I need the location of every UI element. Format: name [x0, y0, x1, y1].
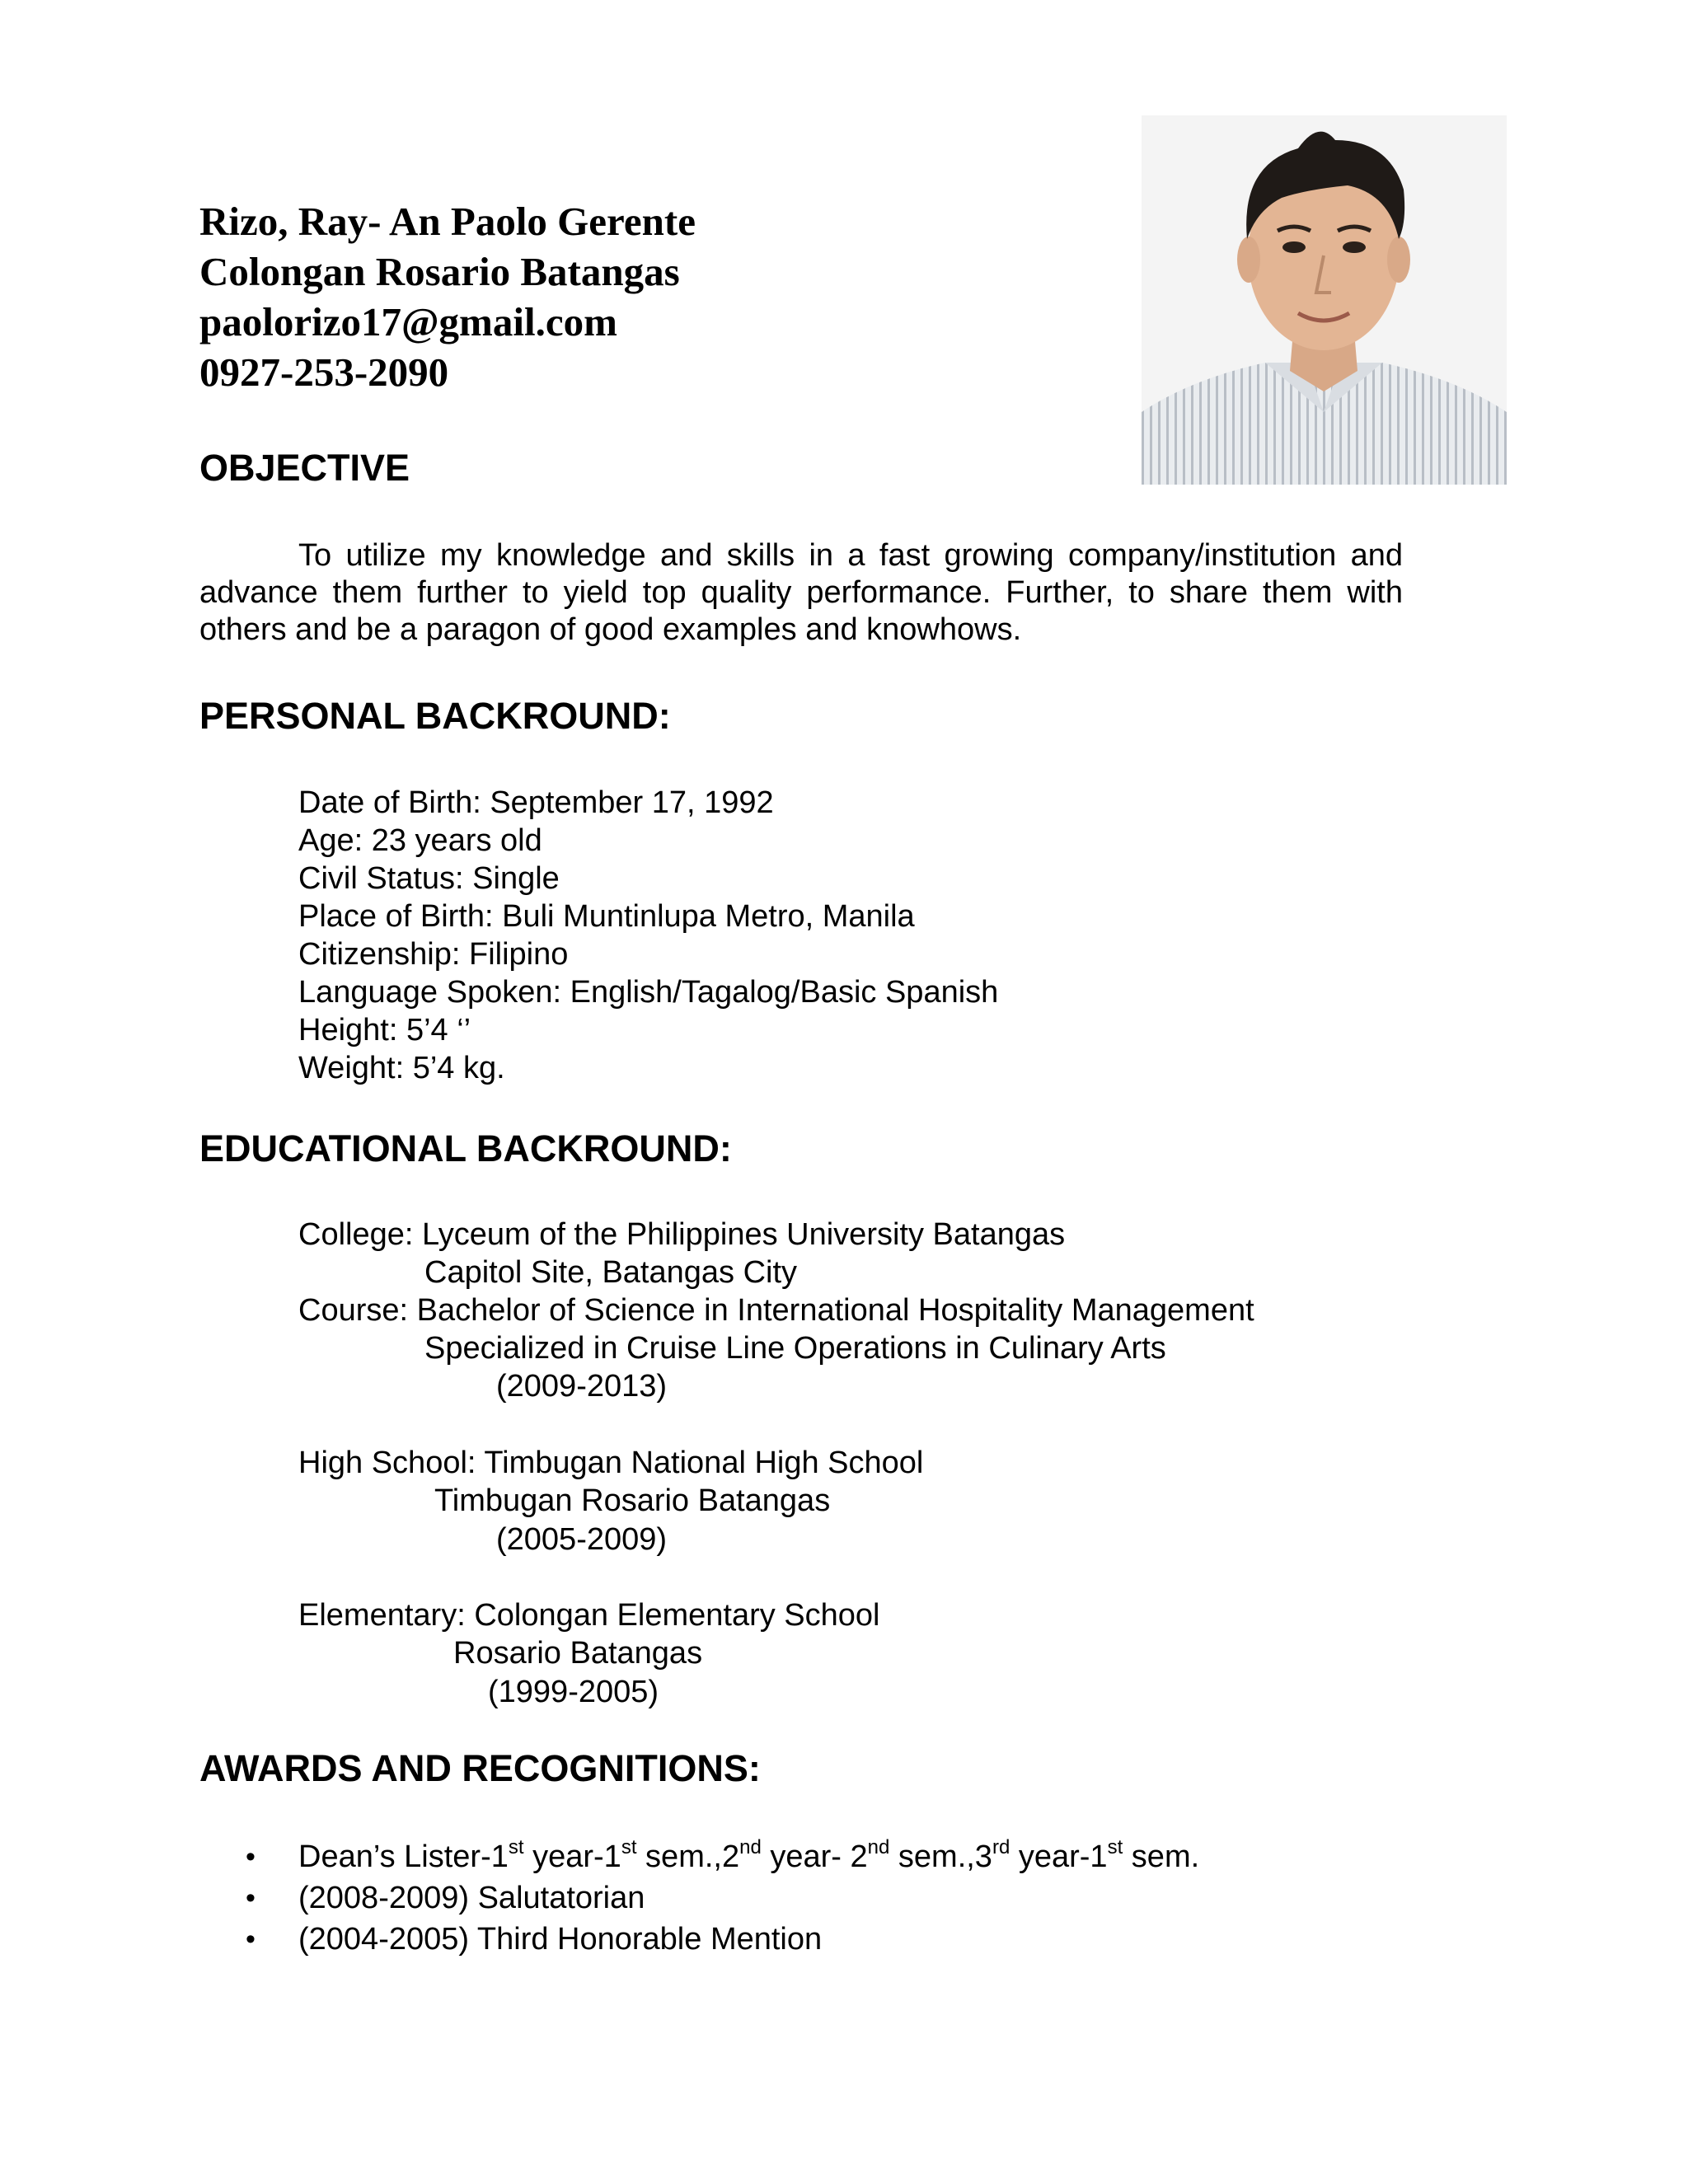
citizenship: Citizenship: Filipino [298, 937, 569, 972]
course-line [298, 1291, 1254, 1329]
high-school-address: Timbugan Rosario Batangas [434, 1483, 831, 1518]
course-label: Course: [298, 1293, 409, 1328]
place-of-birth: Place of Birth: Buli Muntinlupa Metro, Manila [298, 899, 915, 934]
award-item [239, 1919, 1199, 1960]
ordinal-suffix: st [621, 1836, 637, 1859]
height: Height: 5’4 ‘’ [298, 1013, 471, 1047]
email: paolorizo17@gmail.com [199, 299, 617, 344]
high-school-years: (2005-2009) [496, 1522, 668, 1557]
age: Age: 23 years old [298, 823, 542, 858]
objective-heading: OBJECTIVE [199, 447, 410, 489]
award-text: (2004-2005) Third Honorable Mention [298, 1922, 823, 1957]
award-text-part: year-1 [523, 1840, 621, 1874]
personal-details-list [298, 784, 998, 1087]
elementary-line [298, 1596, 880, 1634]
phone-number: 0927-253-2090 [199, 349, 449, 395]
award-text-part: sem. [1123, 1840, 1200, 1874]
full-name: Rizo, Ray- An Paolo Gerente [199, 199, 696, 244]
contact-header [199, 196, 696, 397]
awards-list [239, 1836, 1199, 1960]
educational-background-heading: EDUCATIONAL BACKROUND: [199, 1127, 732, 1169]
weight: Weight: 5’4 kg. [298, 1051, 505, 1085]
course-specialization: Specialized in Cruise Line Operations in Culinary Arts [424, 1331, 1166, 1366]
ordinal-suffix: rd [992, 1836, 1010, 1859]
ordinal-suffix: nd [867, 1836, 890, 1859]
award-text-part: Dean’s Lister-1 [298, 1840, 509, 1874]
high-school-name: Timbugan National High School [484, 1446, 924, 1480]
award-item [239, 1836, 1199, 1877]
date-of-birth: Date of Birth: September 17, 1992 [298, 785, 774, 820]
objective-text: To utilize my knowledge and skills in a fast growing company/institution and advance them further to yield top quality performance. Further, to share them with others and be a paragon of good examples and knowhows. [199, 538, 1403, 647]
ordinal-suffix: st [508, 1836, 524, 1859]
award-text: (2008-2009) Salutatorian [298, 1881, 645, 1915]
ordinal-suffix: nd [739, 1836, 762, 1859]
course-name: Bachelor of Science in International Hospitality Management [416, 1293, 1254, 1328]
high-school-label: High School: [298, 1446, 476, 1480]
elementary-label: Elementary: [298, 1598, 466, 1633]
college-line [298, 1216, 1065, 1254]
college-address: Capitol Site, Batangas City [424, 1255, 798, 1290]
award-item [239, 1877, 1199, 1919]
personal-background-heading: PERSONAL BACKROUND: [199, 695, 671, 737]
elementary-years: (1999-2005) [488, 1675, 659, 1709]
civil-status: Civil Status: Single [298, 861, 560, 896]
elementary-name: Colongan Elementary School [474, 1598, 880, 1633]
portrait-illustration [1142, 115, 1507, 485]
award-text-part: year- 2 [761, 1840, 868, 1874]
languages-spoken: Language Spoken: English/Tagalog/Basic Spanish [298, 975, 999, 1010]
profile-photo [1142, 115, 1507, 485]
award-text-part: sem.,2 [636, 1840, 740, 1874]
awards-heading: AWARDS AND RECOGNITIONS: [199, 1747, 761, 1789]
address: Colongan Rosario Batangas [199, 249, 680, 294]
bullet-icon: • [246, 1924, 256, 1955]
college-label: College: [298, 1217, 414, 1252]
elementary-address: Rosario Batangas [453, 1636, 703, 1671]
college-name: Lyceum of the Philippines University Batangas [421, 1217, 1066, 1252]
award-text-part: year-1 [1010, 1840, 1108, 1874]
ordinal-suffix: st [1107, 1836, 1123, 1859]
bullet-icon: • [246, 1882, 256, 1914]
award-text-part: sem.,3 [889, 1840, 992, 1874]
bullet-icon: • [246, 1841, 256, 1872]
college-years: (2009-2013) [496, 1369, 668, 1404]
high-school-line [298, 1444, 923, 1482]
